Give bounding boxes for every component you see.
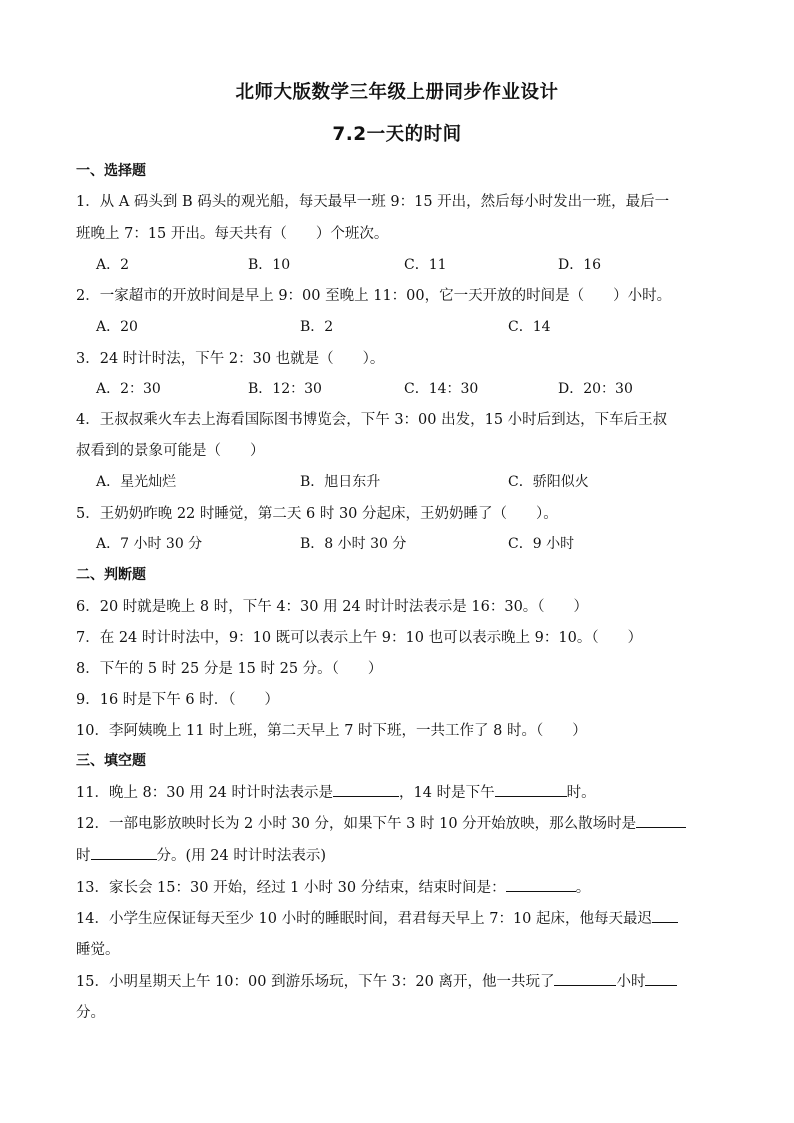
answer-blank bbox=[645, 971, 677, 986]
question-2-option-a: A．20 bbox=[96, 319, 138, 335]
question-5-option-a: A．7 小时 30 分 bbox=[96, 536, 203, 552]
section-heading-judge: 二、判断题 bbox=[76, 567, 146, 583]
question-4-line-2: 叔看到的景象可能是（ ） bbox=[76, 443, 265, 459]
question-11-text-a: 11．晚上 8：30 用 24 时计时法表示是 bbox=[76, 785, 334, 801]
question-7: 7．在 24 时计时法中，9：10 既可以表示上午 9：10 也可以表示晚上 9：10。（ ） bbox=[76, 630, 643, 646]
answer-blank bbox=[506, 877, 576, 892]
question-15-text-a: 15．小明星期天上午 10：00 到游乐场玩，下午 3：20 离开，他一共玩了 bbox=[76, 974, 555, 990]
question-13 bbox=[76, 876, 726, 897]
question-2-option-c: C．14 bbox=[508, 319, 551, 335]
question-15-line-1 bbox=[76, 970, 726, 991]
question-12-text-a: 12．一部电影放映时长为 2 小时 30 分，如果下午 3 时 10 分开始放映，那么散场时是 bbox=[76, 816, 637, 832]
question-4-option-a: A．星光灿烂 bbox=[96, 474, 177, 490]
question-15-line-2: 分。 bbox=[76, 1005, 105, 1021]
answer-blank bbox=[91, 845, 157, 860]
answer-blank bbox=[333, 782, 399, 797]
question-12-line-2 bbox=[76, 844, 726, 865]
question-6: 6．20 时就是晚上 8 时，下午 4：30 用 24 时计时法表示是 16：30。（ ） bbox=[76, 599, 589, 615]
question-1-option-a: A．2 bbox=[96, 257, 130, 273]
question-4-option-b: B．旭日东升 bbox=[300, 474, 381, 490]
question-11-text-c: 时。 bbox=[566, 785, 596, 801]
question-12-text-b: 时 bbox=[76, 848, 91, 864]
question-3-option-b: B．12：30 bbox=[248, 381, 322, 397]
question-13-text-a: 13．家长会 15：30 开始，经过 1 小时 30 分结束，结束时间是： bbox=[76, 880, 506, 896]
question-11 bbox=[76, 781, 726, 802]
question-12-line-1 bbox=[76, 812, 726, 833]
question-2-option-b: B．2 bbox=[300, 319, 334, 335]
question-1-option-b: B．10 bbox=[248, 257, 291, 273]
answer-blank bbox=[554, 971, 616, 986]
question-15-text-b: 小时 bbox=[616, 974, 646, 990]
question-4-line-1: 4．王叔叔乘火车去上海看国际图书博览会，下午 3：00 出发，15 小时后到达，下车后王叔 bbox=[76, 412, 668, 428]
question-14-line-2: 睡觉。 bbox=[76, 942, 120, 958]
question-1-option-c: C．11 bbox=[404, 257, 447, 273]
question-3-option-d: D．20：30 bbox=[558, 381, 633, 397]
answer-blank bbox=[495, 782, 567, 797]
question-14-text-a: 14．小学生应保证每天至少 10 小时的睡眠时间，君君每天早上 7：10 起床，他每天最迟 bbox=[76, 911, 653, 927]
document-subtitle: 7.2一天的时间 bbox=[332, 124, 462, 145]
question-13-text-b: 。 bbox=[575, 880, 591, 896]
question-4-option-c: C．骄阳似火 bbox=[508, 474, 589, 490]
question-3-option-c: C．14：30 bbox=[404, 381, 479, 397]
question-9: 9．16 时是下午 6 时．（ ） bbox=[76, 692, 279, 708]
question-1-line-2: 班晚上 7：15 开出。每天共有（ ）个班次。 bbox=[76, 226, 389, 242]
section-heading-fill: 三、填空题 bbox=[76, 753, 146, 769]
question-1-option-d: D．16 bbox=[558, 257, 602, 273]
question-5-option-b: B．8 小时 30 分 bbox=[300, 536, 407, 552]
question-2-line-1: 2．一家超市的开放时间是早上 9：00 至晚上 11：00，它一天开放的时间是（ ）小时。 bbox=[76, 288, 672, 304]
question-8: 8．下午的 5 时 25 分是 15 时 25 分。（ ） bbox=[76, 661, 383, 677]
question-11-text-b: ，14 时是下午 bbox=[399, 785, 495, 801]
question-12-text-c: 分。(用 24 时计时法表示) bbox=[156, 848, 326, 864]
question-3-option-a: A．2：30 bbox=[96, 381, 161, 397]
section-heading-choice: 一、选择题 bbox=[76, 163, 146, 179]
answer-blank bbox=[652, 908, 678, 923]
question-10: 10．李阿姨晚上 11 时上班，第二天早上 7 时下班，一共工作了 8 时。（ ） bbox=[76, 723, 587, 739]
question-5-option-c: C．9 小时 bbox=[508, 536, 575, 552]
question-1-line-1: 1．从 A 码头到 B 码头的观光船，每天最早一班 9：15 开出，然后每小时发出一班，最后一 bbox=[76, 194, 670, 210]
answer-blank bbox=[636, 813, 686, 828]
document-title: 北师大版数学三年级上册同步作业设计 bbox=[235, 82, 559, 103]
question-5-line-1: 5．王奶奶昨晚 22 时睡觉，第二天 6 时 30 分起床，王奶奶睡了（ ）。 bbox=[76, 506, 558, 522]
question-3-line-1: 3．24 时计时法，下午 2：30 也就是（ ）。 bbox=[76, 351, 385, 367]
question-14-line-1 bbox=[76, 907, 726, 928]
